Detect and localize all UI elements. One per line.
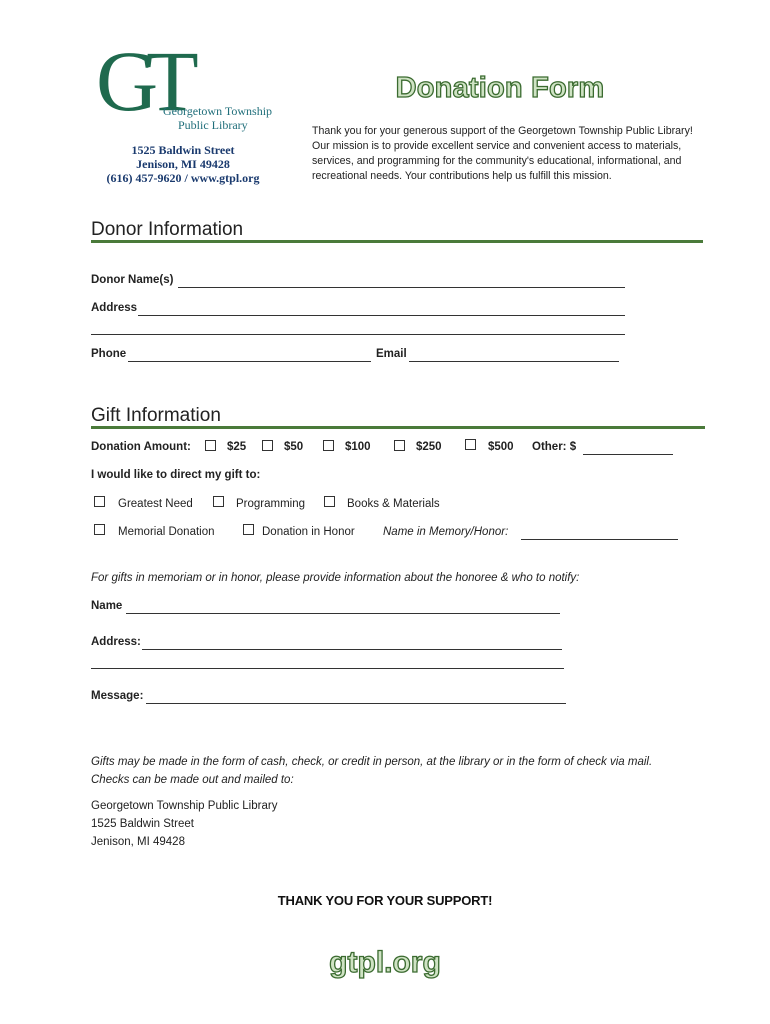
honoree-name-label: Name [91, 600, 123, 612]
message-label: Message: [91, 690, 144, 702]
books-materials-checkbox[interactable] [324, 496, 335, 507]
footer-website[interactable]: gtpl.org [329, 946, 441, 979]
payment-note: Gifts may be made in the form of cash, check, or credit in person, at the library or in the form of check via mail. Checks can be made out and mailed to: [91, 756, 653, 786]
amount-100-label: $100 [345, 441, 371, 453]
mail-address-line2: 1525 Baldwin Street [91, 818, 194, 830]
direct-gift-label: I would like to direct my gift to: [91, 469, 261, 481]
greatest-need-label: Greatest Need [118, 498, 193, 510]
message-field[interactable] [146, 703, 566, 704]
mail-address-line1: Georgetown Township Public Library [91, 800, 278, 812]
donor-phone-field[interactable] [128, 361, 371, 362]
honoree-address-field-line2[interactable] [91, 668, 564, 669]
amount-100-checkbox[interactable] [323, 440, 334, 451]
amount-250-checkbox[interactable] [394, 440, 405, 451]
books-materials-label: Books & Materials [347, 498, 440, 510]
gift-section-rule [91, 426, 705, 429]
programming-checkbox[interactable] [213, 496, 224, 507]
donor-address-field[interactable] [138, 315, 625, 316]
honoree-address-field[interactable] [142, 649, 562, 650]
donor-address-label: Address [91, 302, 138, 314]
logo-letters: GT [96, 40, 187, 120]
amount-500-checkbox[interactable] [465, 439, 476, 450]
donor-section-heading: Donor Information [91, 219, 244, 240]
library-street: 1525 Baldwin Street [131, 143, 235, 157]
donor-email-field[interactable] [409, 361, 619, 362]
donor-name-label: Donor Name(s) [91, 274, 174, 286]
library-name-line2: Public Library [178, 118, 248, 132]
library-city: Jenison, MI 49428 [136, 157, 230, 171]
name-in-memory-field[interactable] [521, 539, 678, 540]
honoree-address-label: Address: [91, 636, 141, 648]
library-contact: (616) 457-9620 / www.gtpl.org [106, 171, 260, 185]
thank-you-message: THANK YOU FOR YOUR SUPPORT! [277, 893, 493, 908]
amount-500-label: $500 [488, 441, 514, 453]
honoree-name-field[interactable] [126, 613, 560, 614]
library-name-line1: Georgetown Township [163, 104, 273, 118]
memorial-donation-label: Memorial Donation [118, 526, 215, 538]
greatest-need-checkbox[interactable] [94, 496, 105, 507]
donor-section-rule [91, 240, 703, 243]
memorial-donation-checkbox[interactable] [94, 524, 105, 535]
amount-250-label: $250 [416, 441, 442, 453]
donation-amount-label: Donation Amount: [91, 441, 191, 453]
amount-25-checkbox[interactable] [205, 440, 216, 451]
amount-50-label: $50 [284, 441, 304, 453]
donor-phone-label: Phone [91, 348, 127, 360]
mail-address-line3: Jenison, MI 49428 [91, 836, 185, 848]
amount-other-label: Other: $ [532, 441, 577, 453]
donation-in-honor-label: Donation in Honor [262, 526, 355, 538]
amount-other-field[interactable] [583, 454, 673, 455]
form-title: Donation Form [395, 72, 605, 104]
donor-email-label: Email [376, 348, 407, 360]
amount-25-label: $25 [227, 441, 247, 453]
programming-label: Programming [236, 498, 306, 510]
donor-address-field-line2[interactable] [91, 334, 625, 335]
name-in-memory-label: Name in Memory/Honor: [383, 526, 509, 538]
donation-in-honor-checkbox[interactable] [243, 524, 254, 535]
gift-section-heading: Gift Information [91, 405, 221, 426]
memorial-note: For gifts in memoriam or in honor, please provide information about the honoree & who to notify: [91, 572, 580, 584]
amount-50-checkbox[interactable] [262, 440, 273, 451]
intro-paragraph: Thank you for your generous support of the Georgetown Township Public Library! Our mission is to provide excellent service and convenient access to materials, services, and programming for the community's educational, informational, and recreational needs. Your contributions help us fulfill this mission. [312, 125, 693, 182]
donor-name-field[interactable] [178, 287, 625, 288]
